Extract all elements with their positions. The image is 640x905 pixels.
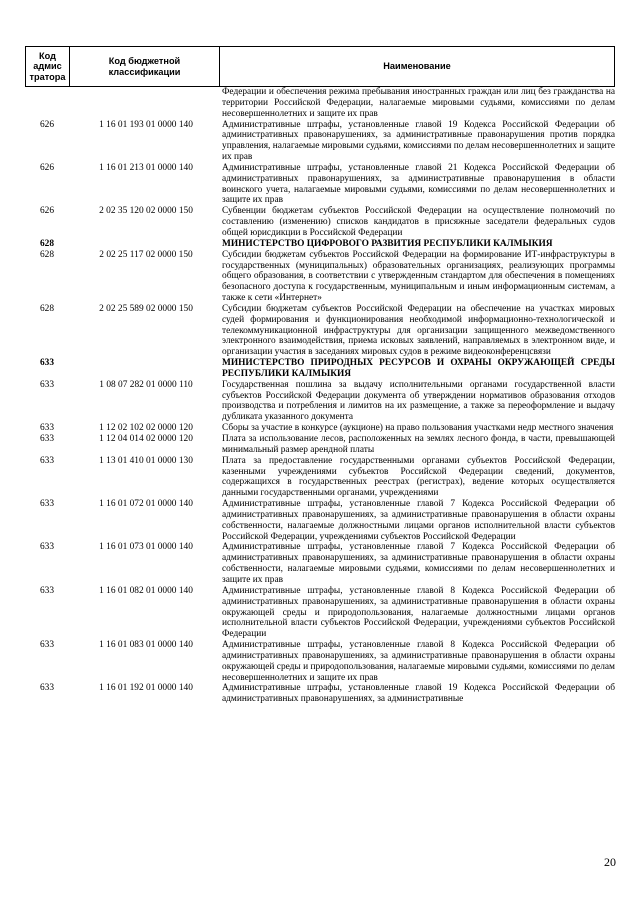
name-cell: Административные штрафы, установленные главой 19 Кодекса Российской Федерации об административных правонарушениях, за административные правонарушения против порядка управления, налагаемые мировыми судьями, комиссиями по делам несовершеннолетних и защите их прав	[222, 119, 615, 163]
admin-code-cell: 626	[39, 206, 55, 217]
admin-code-cell: 633	[39, 683, 55, 694]
budget-code-cell	[69, 358, 219, 380]
page-number: 20	[604, 855, 616, 869]
name-cell: Административные штрафы, установленные главой 8 Кодекса Российской Федерации об административных правонарушениях, за административные правонарушения в области охраны окружающей среды и природопользования, налагаемые мировыми судьями, комиссиями по делам несовершеннолетних и защите их прав	[222, 640, 615, 683]
admin-code-cell: 628	[39, 238, 55, 249]
name-cell: Плата за предоставление государственными органами субъектов Российской Федерации, казенными учреждениями субъектов Российской Федерации сведений, документов, содержащихся в государственных реестрах (регистрах), ведение которых осуществляется данными государственными органами, учреждениями	[222, 455, 615, 499]
budget-code-cell: 1 16 01 192 01 0000 140	[99, 683, 193, 694]
name-cell: Административные штрафы, установленные главой 7 Кодекса Российской Федерации об административных правонарушениях, за административные правонарушения в области охраны собственности, налагаемые мировыми судьями, комиссиями по делам несовершеннолетних и защите их прав	[222, 542, 615, 585]
budget-code-cell: 1 12 04 014 02 0000 120	[99, 434, 193, 444]
table-row	[25, 380, 615, 423]
name-cell: Административные штрафы, установленные главой 8 Кодекса Российской Федерации об административных правонарушениях, за административные правонарушения в области охраны окружающей среды и природопользования, налагаемые должностными лицами органов исполнительной власти субъектов Российской Федерации, учреждениями субъектов Российской Федерации	[222, 585, 615, 640]
name-cell: Федерации и обеспечения режима пребывания иностранных граждан или лиц без гражданства на территории Российской Федерации, налагаемые мировыми судьями, комиссиями по делам несовершеннолетних и защите их прав	[222, 87, 615, 119]
name-cell: Субсидии бюджетам субъектов Российской Федерации на обеспечение на участках мировых судей формирования и функционирования необходимой информационно-технологической и телекоммуникационной инфраструктуры для организации защищенного межведомственного электронного взаимодействия, приема исковых заявлений, направляемых в электронном виде, и организации участия в заседаниях мировых судов в режиме видеоконференцсвязи	[222, 303, 615, 358]
header-admin-code: Код адмис тратора	[26, 47, 70, 87]
budget-code-cell: 1 13 01 410 01 0000 130	[99, 455, 193, 466]
table-row	[25, 358, 615, 380]
admin-code-cell	[25, 87, 69, 120]
table-row	[25, 434, 615, 456]
budget-code-cell: 1 16 01 073 01 0000 140	[99, 542, 193, 553]
budget-code-cell: 1 12 02 102 02 0000 120	[99, 423, 193, 434]
table-row	[25, 586, 615, 640]
header-budget-code: Код бюджетной классификации	[70, 47, 220, 87]
admin-code-cell: 633	[39, 499, 55, 510]
admin-code-cell: 633	[39, 640, 55, 651]
table-row	[25, 423, 615, 434]
name-cell: Сборы за участие в конкурсе (аукционе) на право пользования участками недр местного значения	[222, 423, 614, 434]
admin-code-cell: 633	[39, 358, 55, 369]
name-cell: Плата за использование лесов, расположенных на землях лесного фонда, в части, превышающей минимальный размер арендной платы	[222, 434, 615, 455]
budget-code-cell: 1 16 01 213 01 0000 140	[99, 162, 193, 173]
header-name: Наименование	[220, 47, 615, 87]
budget-code-cell: 2 02 35 120 02 0000 150	[99, 206, 193, 217]
budget-code-cell: 1 16 01 193 01 0000 140	[99, 119, 193, 130]
table-row	[25, 456, 615, 499]
admin-code-cell: 626	[39, 162, 55, 173]
name-cell: МИНИСТЕРСТВО ЦИФРОВОГО РАЗВИТИЯ РЕСПУБЛИКИ КАЛМЫКИЯ	[222, 238, 553, 249]
table-row	[25, 250, 615, 304]
admin-code-cell: 633	[39, 542, 55, 553]
budget-code-cell	[69, 239, 219, 250]
table-row	[25, 499, 615, 542]
table-row	[25, 206, 615, 239]
name-cell: МИНИСТЕРСТВО ПРИРОДНЫХ РЕСУРСОВ И ОХРАНЫ ОКРУЖАЮЩЕЙ СРЕДЫ РЕСПУБЛИКИ КАЛМЫКИЯ	[222, 358, 615, 379]
name-cell: Административные штрафы, установленные главой 7 Кодекса Российской Федерации об административных правонарушениях, за административные правонарушения в области охраны собственности, налагаемые должностными лицами органов исполнительной власти субъектов Российской Федерации, учреждениями субъектов Российской Федерации	[222, 499, 615, 542]
admin-code-cell: 633	[39, 434, 55, 444]
admin-code-cell: 628	[39, 303, 55, 314]
table-row	[25, 163, 615, 206]
table-row	[25, 304, 615, 358]
table-row	[25, 120, 615, 163]
table-row	[25, 239, 615, 250]
budget-code-cell: 2 02 25 117 02 0000 150	[99, 249, 193, 260]
name-cell: Административные штрафы, установленные главой 21 Кодекса Российской Федерации об административных правонарушениях, за административные правонарушения в области воинского учета, налагаемые мировыми судьями, комиссиями по делам несовершеннолетних и защите их прав	[222, 162, 615, 206]
table-row	[25, 640, 615, 683]
budget-code-cell: 1 16 01 072 01 0000 140	[99, 499, 193, 510]
name-cell: Государственная пошлина за выдачу исполнительными органами государственной власти субъектов Российской Федерации документа об утверждении нормативов образования отходов производства и потребления и лимитов на их размещение, а также за переоформление и выдачу дубликата указанного документа	[222, 379, 615, 423]
budget-code-cell: 1 16 01 083 01 0000 140	[99, 640, 193, 651]
name-cell: Субсидии бюджетам субъектов Российской Федерации на формирование ИТ-инфраструктуры в государственных (муниципальных) образовательных организациях, реализующих программы общего образования, в соответствии с утвержденным стандартом для обеспечения в помещениях безопасного доступа к государственным, муниципальным и иным информационным системам, а также к сети «Интернет»	[222, 249, 615, 304]
name-cell: Административные штрафы, установленные главой 19 Кодекса Российской Федерации об административных правонарушениях, за административные	[222, 683, 615, 705]
admin-code-cell: 633	[39, 455, 55, 466]
admin-code-cell: 633	[39, 423, 55, 434]
table-row	[25, 87, 615, 120]
budget-code-cell: 1 16 01 082 01 0000 140	[99, 585, 193, 596]
table-row	[25, 683, 615, 705]
budget-code-cell: 2 02 25 589 02 0000 150	[99, 303, 193, 314]
table-header	[25, 46, 615, 87]
budget-codes-table	[25, 87, 615, 705]
name-cell: Субвенции бюджетам субъектов Российской Федерации на осуществление полномочий по составлению (изменению) списков кандидатов в присяжные заседатели федеральных судов общей юрисдикции в Российской Федерации	[222, 206, 615, 238]
budget-code-cell	[69, 87, 219, 120]
admin-code-cell: 633	[39, 379, 55, 390]
admin-code-cell: 633	[39, 585, 55, 596]
budget-code-cell: 1 08 07 282 01 0000 110	[99, 379, 193, 390]
table-body	[25, 87, 615, 705]
table-row	[25, 542, 615, 585]
admin-code-cell: 628	[39, 249, 55, 260]
admin-code-cell: 626	[39, 119, 55, 130]
